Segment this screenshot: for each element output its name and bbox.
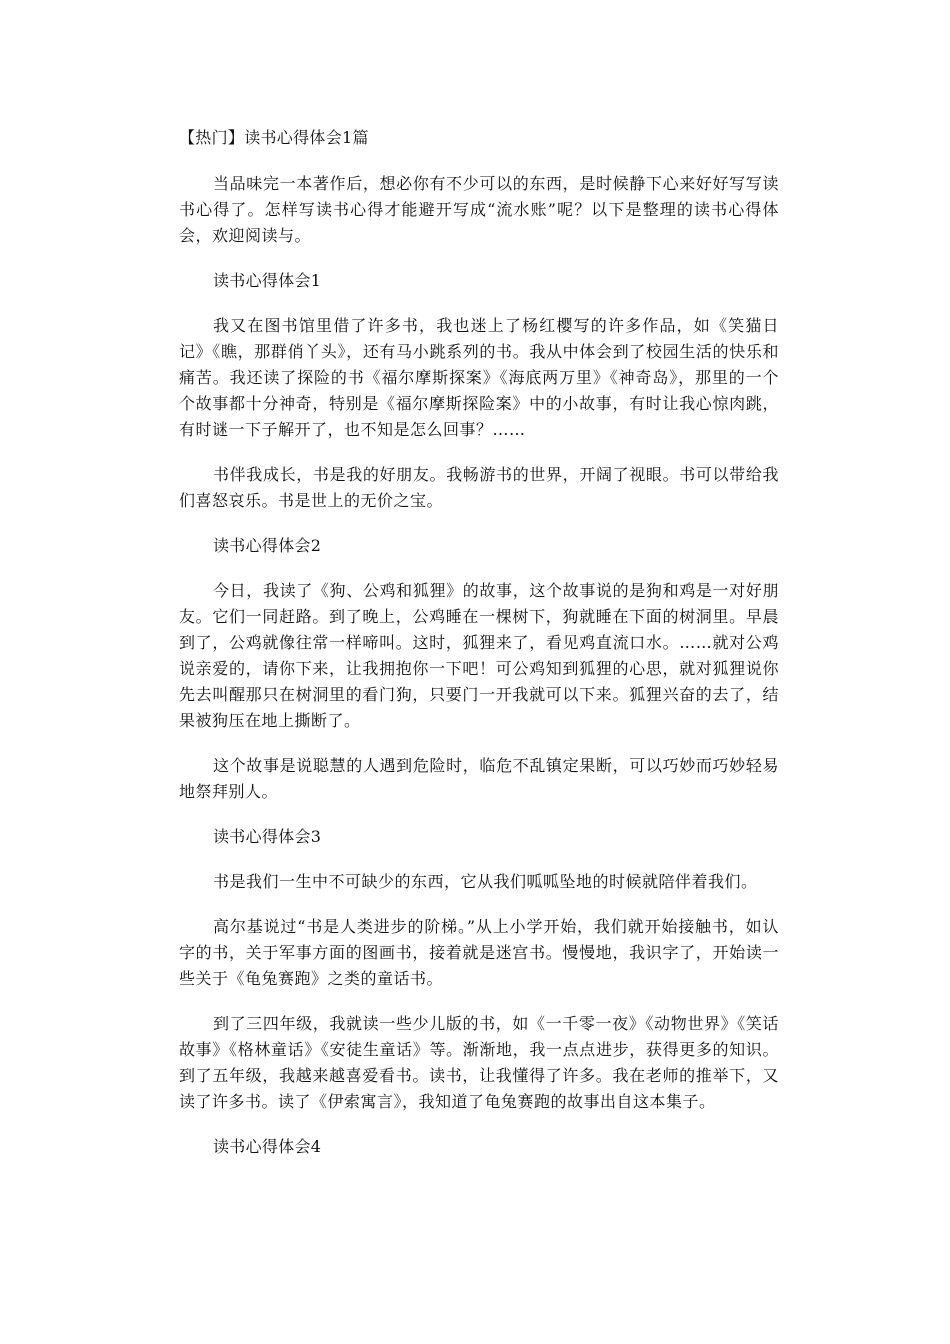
intro-paragraph: 当品味完一本著作后，想必你有不少可以的东西，是时候静下心来好好写写读书心得了。怎样写读书心得才能避开写成“流水账”呢？以下是整理的读书心得体会，欢迎阅读与。 xyxy=(179,174,779,245)
section-2-paragraph-1: 今日，我读了《狗、公鸡和狐狸》的故事，这个故事说的是狗和鸡是一对好朋友。它们一同赶路。到了晚上，公鸡睡在一棵树下，狗就睡在下面的树洞里。早晨到了，公鸡就像往常一样啼叫。这时，狐狸来了，看见鸡直流口水。……就对公鸡说亲爱的，请你下来，让我拥抱你一下吧！可公鸡知到狐狸的心思，就对狐狸说你先去叫醒那只在树洞里的看门狗，只要门一开我就可以下来。狐狸兴奋的去了，结果被狗压在地上撕断了。 xyxy=(179,581,779,730)
section-1-paragraph-1: 我又在图书馆里借了许多书，我也迷上了杨红樱写的许多作品，如《笑猫日记》《瞧，那群俏丫头》，还有马小跳系列的书。我从中体会到了校园生活的快乐和痛苦。我还读了探险的书《福尔摩斯探案》《海底两万里》《神奇岛》，那里的一个个故事都十分神奇，特别是《福尔摩斯探险案》中的小故事，有时让我心惊肉跳，有时谜一下子解开了，也不知是怎么回事？…… xyxy=(179,316,779,439)
section-3-paragraph-3: 到了三四年级，我就读一些少儿版的书，如《一千零一夜》《动物世界》《笑话故事》《格林童话》《安徒生童话》等。渐渐地，我一点点进步，获得更多的知识。到了五年级，我越来越喜爱看书。读书，让我懂得了许多。我在老师的推举下，又读了许多书。读了《伊索寓言》，我知道了龟兔赛跑的故事出自这本集子。 xyxy=(179,1014,779,1111)
section-heading-2: 读书心得体会2 xyxy=(213,536,322,555)
section-heading-3: 读书心得体会3 xyxy=(213,827,322,846)
document-page xyxy=(179,125,779,1179)
section-heading-4: 读书心得体会4 xyxy=(213,1137,322,1156)
section-3-paragraph-2: 高尔基说过“书是人类进步的阶梯。”从上小学开始，我们就开始接触书，如认字的书，关于军事方面的图画书，接着就是迷宫书。慢慢地，我识字了，开始读一些关于《龟兔赛跑》之类的童话书。 xyxy=(179,917,779,988)
document-title: 【热门】读书心得体会1篇 xyxy=(179,128,369,147)
section-1-paragraph-2: 书伴我成长，书是我的好朋友。我畅游书的世界，开阔了视眼。书可以带给我们喜怒哀乐。书是世上的无价之宝。 xyxy=(179,465,779,510)
section-3-paragraph-1: 书是我们一生中不可缺少的东西，它从我们呱呱坠地的时候就陪伴着我们。 xyxy=(213,872,758,891)
section-heading-1: 读书心得体会1 xyxy=(213,271,322,290)
section-2-paragraph-2: 这个故事是说聪慧的人遇到危险时，临危不乱镇定果断，可以巧妙而巧妙轻易地祭拜别人。 xyxy=(179,756,779,801)
